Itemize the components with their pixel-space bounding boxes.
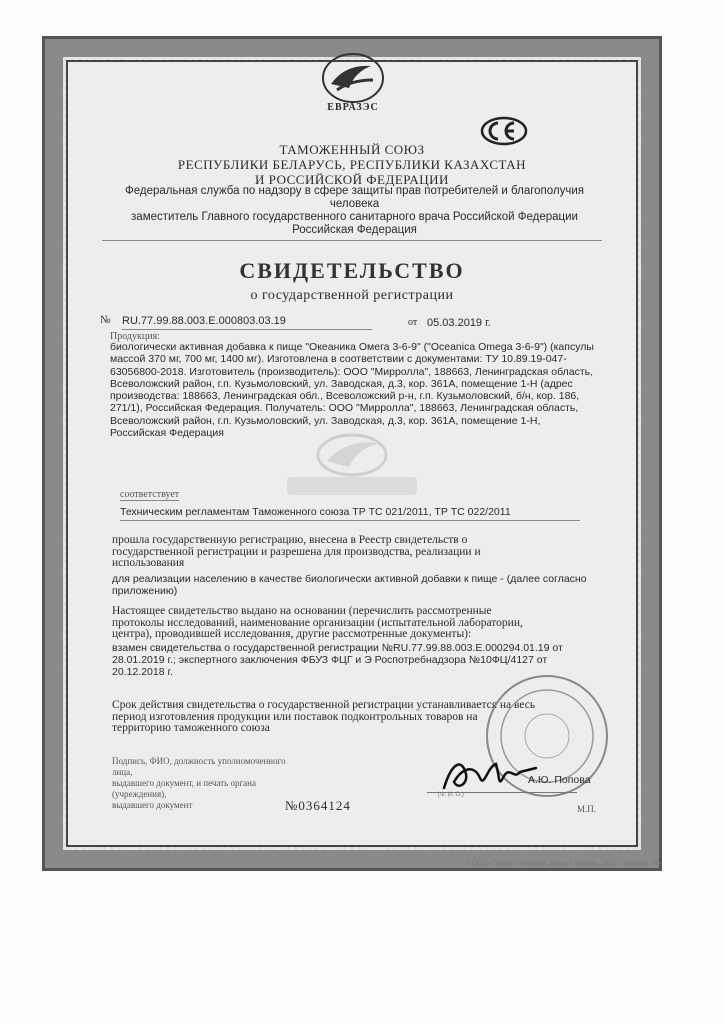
product-line: производства: 188663, Ленинградская обл., Всеволожский р-н, г.п. Кузьмоловский, б/н, кор. 186, — [110, 390, 580, 403]
product-line: Всеволожский район, г.п. Кузьмоловский, ул. Заводская, д.3, кор. 361А, помещение 1-Н, — [110, 414, 541, 427]
issued-basis-statement — [112, 606, 612, 641]
registration-statement — [112, 535, 612, 570]
product-line: Всеволожский район, г.п. Кузьмоловский, ул. Заводская, д.3, кор. 361А, помещение 1-Н (адрес — [110, 377, 573, 390]
usage-purpose — [112, 573, 612, 597]
signature-line-caption: (Ф. И. О.) — [438, 792, 464, 798]
certificate-title: СВИДЕТЕЛЬСТВО — [239, 258, 465, 283]
statement-line: государственной регистрации и разрешена для производства, реализации и — [112, 545, 481, 558]
replacement-line: 20.12.2018 г. — [112, 666, 173, 678]
agency-line: заместитель Главного государственного санитарного врача Российской Федерации — [131, 211, 578, 223]
basis-line: центра), проводившей исследования, другие рассмотренные документы): — [112, 628, 472, 640]
validity-line: период изготовления продукции или поставок подконтрольных товаров на — [112, 710, 478, 723]
usage-line: для реализации населению в качестве биологически активной добавки к пище - (далее согласно — [112, 573, 587, 585]
certificate-subtitle: о государственной регистрации — [250, 288, 454, 303]
product-line: биологически активная добавка к пище "Океаника Омега 3-6-9" ("Oceanica Omega 3-6-9") (капсулы — [110, 341, 594, 353]
validity-line: территорию таможенного союза — [112, 722, 270, 734]
product-line: Российская Федерация — [110, 427, 224, 440]
stamp-place-mark: М.П. — [577, 804, 597, 814]
registration-number: RU.77.99.88.003.Е.000803.03.19 — [122, 315, 286, 327]
caption-line: Подпись, ФИО, должность уполномоченного лица, — [112, 756, 286, 777]
number-prefix: № — [100, 314, 111, 326]
product-description — [110, 341, 620, 439]
basis-line: Настоящее свидетельство выдано на основании (перечислить рассмотренные — [112, 605, 492, 617]
compliance-label: соответствует — [120, 489, 180, 500]
divider — [102, 240, 602, 241]
signature-caption — [112, 756, 302, 811]
union-line: И РОССИЙСКОЙ ФЕДЕРАЦИИ — [255, 172, 449, 187]
watermark-emblem-icon — [257, 431, 447, 501]
validity-line: Срок действия свидетельства о государственной регистрации устанавливается на весь — [112, 699, 536, 711]
replacement-line: 28.01.2019 г.; экспертного заключения ФБУЗ ФЦГ и Э Роспотребнадзора №10ФЦ/4127 от — [112, 654, 548, 666]
caption-line: выдавшего документ, и печать органа (учреждения), — [112, 778, 256, 799]
certificate-document — [42, 36, 662, 871]
product-line: 63056800-2018. Изготовитель (производитель): ООО "Мирролла", 188663, Ленинградская область, — [110, 365, 594, 378]
agency-line: Федеральная служба по надзору в сфере защиты прав потребителей и благополучия человека — [124, 185, 585, 210]
date-prefix: от — [408, 317, 418, 328]
compliance-regulations: Техническим регламентам Таможенного союза ТР ТС 021/2011, ТР ТС 022/2011 — [120, 506, 511, 518]
handwritten-signature-icon — [440, 754, 540, 796]
statement-line: прошла государственную регистрацию, внесена в Реестр свидетельств о — [112, 534, 468, 546]
union-line: РЕСПУБЛИКИ БЕЛАРУСЬ, РЕСПУБЛИКИ КАЗАХСТАН — [177, 157, 527, 172]
product-line: массой 370 мг, 700 мг, 1400 мг). Изготовлена в соответствии с документами: ТУ 10.89.19-047- — [110, 353, 567, 366]
customs-union-header — [152, 142, 552, 187]
signer-name: А.Ю. Попова — [528, 774, 591, 786]
basis-line: протоколы исследований, наименование организации (испытательной лаборатории, — [112, 616, 523, 629]
serial-number: №0364124 — [285, 798, 351, 813]
statement-line: использования — [112, 557, 185, 569]
agency-line: Российская Федерация — [292, 224, 417, 236]
product-label: Продукция: — [110, 331, 160, 342]
product-line: 271/1), Российская Федерация. Получатель: ООО "Мирролла", 188663, Ленинградская область, — [110, 402, 579, 415]
divider — [120, 520, 580, 521]
caption-line: выдавшего документ — [112, 800, 193, 810]
printer-footer: © ООО «Первый печатный двор», г. Москва, 2019 г., уровень «В» — [465, 860, 662, 867]
union-line: ТАМОЖЕННЫЙ СОЮЗ — [279, 142, 425, 157]
divider — [122, 329, 372, 330]
registration-date: 05.03.2019 г. — [427, 317, 491, 329]
issuing-agency — [117, 185, 592, 237]
usage-line: приложению) — [112, 585, 178, 597]
emblem-org-name: ЕВРАЗЭС — [327, 102, 379, 113]
replacement-line: взамен свидетельства о государственной регистрации №RU.77.99.88.003.Е.000294.01.19 от — [112, 642, 563, 654]
